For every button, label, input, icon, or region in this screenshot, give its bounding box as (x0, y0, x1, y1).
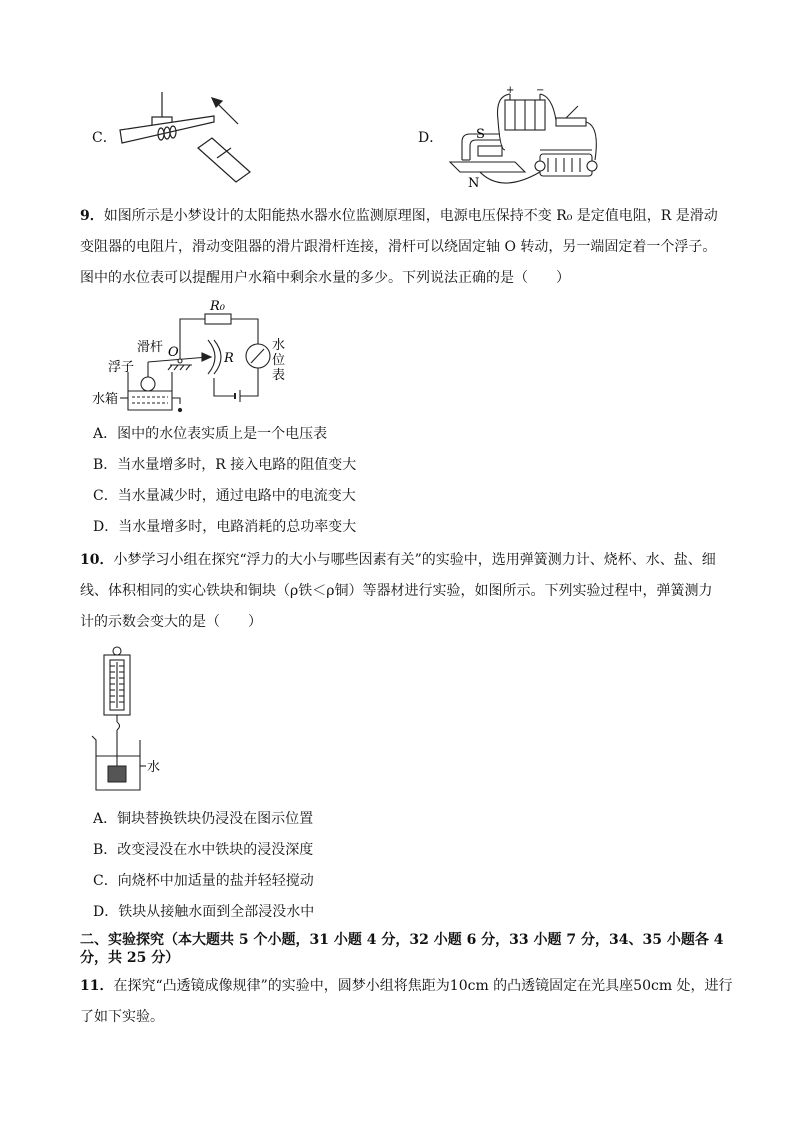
q9-number: 9． (80, 208, 104, 224)
q8-d-plus: + (506, 85, 515, 96)
q9-fig-r0: R₀ (210, 299, 225, 314)
q10-option-a[interactable]: A．铜块替换铁块仍浸没在图示位置 (93, 811, 314, 827)
q10-number: 10． (80, 552, 114, 568)
q8-option-c-label: C． (92, 130, 117, 146)
q9-fig-biao: 表 (272, 368, 286, 383)
q8-option-d-label: D． (418, 130, 444, 146)
q9-fig-huagan: 滑杆 (137, 340, 164, 355)
q9-line-1: 9．如图所示是小梦设计的太阳能热水器水位监测原理图，电源电压保持不变 R₀ 是定值电阻，R 是滑动 (80, 208, 718, 224)
q9-line-2: 变阻器的电阻片，滑动变阻器的滑片跟滑杆连接，滑杆可以绕固定轴 O 转动，另一端固定着一个浮子。 (80, 239, 717, 255)
q9-option-d[interactable]: D．当水量增多时，电路消耗的总功率变大 (93, 519, 357, 535)
section-2-heading-line-2: 分，共 25 分） (80, 950, 180, 966)
q8-d-minus: − (536, 85, 545, 96)
q9-fig-r: R (224, 351, 234, 366)
q10-line-2: 线、体积相同的实心铁块和铜块（ρ铁＜ρ铜）等器材进行实验，如图所示。下列实验过程中，弹簧测力 (80, 583, 713, 599)
q9-fig-shui: 水 (272, 338, 286, 353)
q9-line-3: 图中的水位表可以提醒用户水箱中剩余水量的多少。下列说法正确的是（ ） (80, 270, 570, 286)
q10-option-d[interactable]: D．铁块从接触水面到全部浸没水中 (93, 904, 315, 920)
q8-d-magnet-n: N (468, 176, 480, 191)
section-2-heading-line-1: 二、实验探究（本大题共 5 个小题，31 小题 4 分，32 小题 6 分，33 小题 7 分，34、35 小题各 4 (80, 932, 724, 948)
q10-option-c[interactable]: C．向烧杯中加适量的盐并轻轻搅动 (93, 873, 314, 889)
q9-fig-fuzi: 浮子 (108, 360, 135, 375)
q8-d-magnet-s: S (476, 127, 485, 142)
q9-option-b[interactable]: B．当水量增多时，R 接入电路的阻值变大 (93, 457, 357, 473)
q9-fig-o: O (168, 345, 179, 360)
q10-fig-water-label: 水 (147, 760, 161, 775)
q11-line-2: 了如下实验。 (80, 1009, 164, 1025)
q11-number: 11． (80, 978, 114, 994)
q9-option-c[interactable]: C．当水量减少时，通过电路中的电流变大 (93, 488, 356, 504)
q10-line-1: 10．小梦学习小组在探究“浮力的大小与哪些因素有关”的实验中，选用弹簧测力计、烧杯、水、盐、细 (80, 552, 716, 568)
q10-option-b[interactable]: B．改变浸没在水中铁块的浸没深度 (93, 842, 314, 858)
q9-fig-shuixiang: 水箱 (92, 392, 119, 407)
q9-option-a[interactable]: A．图中的水位表实质上是一个电压表 (93, 426, 328, 442)
q10-line-3: 计的示数会变大的是（ ） (80, 614, 262, 630)
q9-fig-wei: 位 (272, 353, 286, 368)
q11-line-1: 11．在探究“凸透镜成像规律”的实验中，圆梦小组将焦距为10cm 的凸透镜固定在光具座50cm 处，进行 (80, 978, 733, 994)
